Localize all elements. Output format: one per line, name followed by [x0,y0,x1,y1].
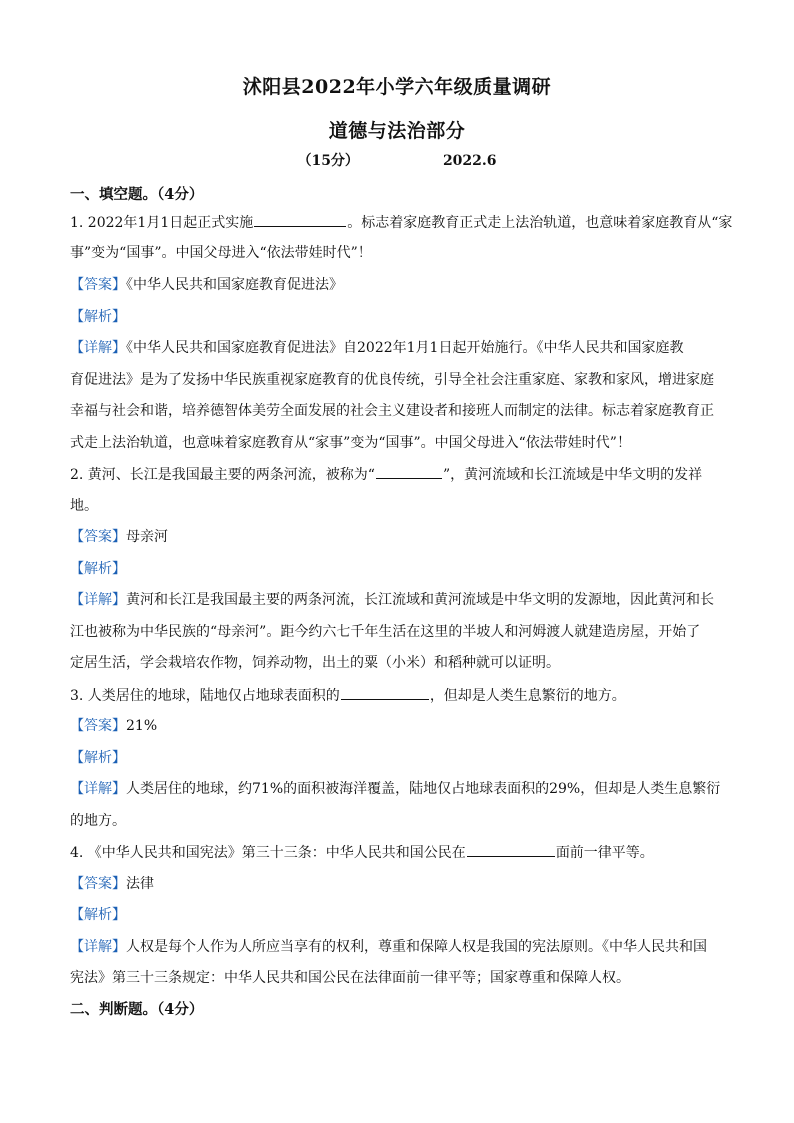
detail-line: 宪法》第三十三条规定：中华人民共和国公民在法律面前一律平等；国家尊重和保障人权。 [70,970,630,986]
detail-label: 【详解】 [70,340,126,356]
answer-row [70,874,725,894]
detail-label: 【详解】 [70,781,126,797]
answer-blank [341,685,429,700]
exam-date: 2022.6 [442,153,497,169]
detail-label: 【详解】 [70,592,126,608]
answer-text: 法律 [126,876,154,892]
section-heading-fill-blank: 一、填空题。（4分） [70,186,204,203]
page-title: 沭阳县2022年小学六年级质量调研 [242,76,552,98]
detail-line: 定居生活，学会栽培农作物，饲养动物，出土的粟（小米）和稻种就可以证明。 [70,655,560,671]
detail-row: 【详解】人权是每个人作为人所应当享有的权利，尊重和保障人权是我国的宪法原则。《中华人民共和国 [70,939,707,955]
question-2-line-2: 地。 [70,498,98,514]
answer-label: 【答案】 [70,277,126,293]
answer-text: 《中华人民共和国家庭教育促进法》 [126,277,343,293]
question-3-line-1: 3. 人类居住的地球，陆地仅占地球表面积的 ，但却是人类生息繁衍的地方。 [70,685,725,706]
answer-label: 【答案】 [70,876,126,892]
answer-text: 母亲河 [126,529,168,545]
analysis-label: 【解析】 [70,561,126,577]
answer-text: 21% [126,718,158,734]
answer-label: 【答案】 [70,718,126,734]
page-subtitle: 道德与法治部分 [328,120,466,142]
detail-line: 江也被称为中华民族的“母亲河”。距今约六七千年生活在这里的半坡人和河姆渡人就建造房屋，开始了 [70,624,701,640]
analysis-label: 【解析】 [70,907,126,923]
score-info: （15分） [297,153,359,169]
detail-row: 【详解】人类居住的地球，约71%的面积被海洋覆盖，陆地仅占地球表面积的29%，但却是人类生息繁衍 [70,781,721,797]
answer-blank [254,212,346,227]
answer-label: 【答案】 [70,529,126,545]
detail-line: 育促进法》是为了发扬中华民族重视家庭教育的优良传统，引导全社会注重家庭、家教和家风，增进家庭 [70,372,714,388]
analysis-label: 【解析】 [70,309,126,325]
detail-row: 【详解】黄河和长江是我国最主要的两条河流，长江流域和黄河流域是中华文明的发源地，因此黄河和长 [70,592,714,608]
question-1-line-1: 1. 2022年1月1日起正式实施 。标志着家庭教育正式走上法治轨道，也意味着家庭教育从“家 [70,212,725,233]
question-4-line-1: 4. 《中华人民共和国宪法》第三十三条：中华人民共和国公民在 面前一律平等。 [70,842,725,863]
question-1-line-2: 事”变为“国事”。中国父母进入“依法带娃时代”！ [70,245,372,261]
question-2-line-1: 2. 黄河、长江是我国最主要的两条河流，被称为“ ”，黄河流域和长江流域是中华文明的发祥 [70,464,725,485]
answer-blank [467,842,555,857]
detail-row: 【详解】《中华人民共和国家庭教育促进法》自2022年1月1日起开始施行。《中华人民共和国家庭教 [70,340,684,356]
section-heading-true-false: 二、判断题。（4分） [70,1001,204,1018]
detail-line: 幸福与社会和谐，培养德智体美劳全面发展的社会主义建设者和接班人而制定的法律。标志着家庭教育正 [70,403,714,419]
answer-row [70,716,725,736]
detail-line: 式走上法治轨道，也意味着家庭教育从“家事”变为“国事”。中国父母进入“依法带娃时代”！ [70,435,631,451]
detail-label: 【详解】 [70,939,126,955]
score-date-line [0,150,794,170]
answer-row [70,527,725,547]
answer-blank [376,464,442,479]
answer-row [70,275,725,295]
analysis-label: 【解析】 [70,750,126,766]
detail-line: 的地方。 [70,813,126,829]
